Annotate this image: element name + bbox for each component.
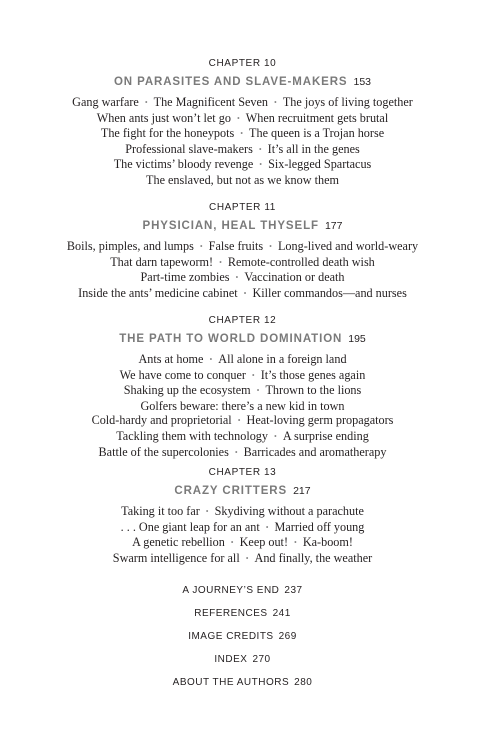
section-title: Golfers beware: there’s a new kid in town (140, 398, 345, 413)
section-title: Keep out! (239, 535, 289, 550)
chapter-page-number: 217 (293, 485, 311, 497)
section-title: We have come to conquer (119, 367, 246, 382)
section-title: The queen is a Trojan horse (249, 126, 385, 141)
section-title: Killer commandos—and nurses (252, 285, 407, 300)
chapter-number: CHAPTER 13 (208, 467, 277, 478)
chapter-number: CHAPTER 12 (208, 315, 277, 326)
bullet-separator: • (219, 257, 222, 267)
back-matter-entry (0, 630, 485, 643)
section-title: A genetic rebellion (132, 535, 225, 550)
section-line (0, 445, 485, 461)
section-line (0, 520, 485, 536)
section-title: The fight for the honeypots (100, 126, 235, 141)
section-line (0, 383, 485, 399)
bullet-separator: • (243, 288, 247, 298)
section-title: Part-time zombies (140, 270, 230, 285)
bullet-separator: • (245, 553, 249, 563)
section-title: Vaccination or death (244, 270, 345, 285)
bullet-separator: • (234, 447, 238, 457)
section-line (0, 286, 485, 302)
section-title: Married off young (274, 519, 365, 534)
section-title: The enslaved, but not as we know them (146, 172, 339, 187)
chapter-page-number: 177 (324, 220, 343, 232)
section-title: When recruitment gets brutal (245, 110, 389, 125)
bullet-separator: • (235, 273, 239, 283)
section-title: It’s all in the genes (267, 141, 360, 156)
bullet-separator: • (236, 113, 240, 123)
section-title: The victims’ bloody revenge (113, 157, 254, 172)
chapter-page-number: 153 (353, 76, 372, 88)
section-title: Swarm intelligence for all (112, 550, 240, 565)
section-title: Six-legged Spartacus (268, 157, 372, 172)
section-title: Boils, pimples, and lumps (66, 239, 194, 253)
chapter-12 (0, 314, 485, 460)
section-title: Inside the ants’ medicine cabinet (78, 285, 238, 300)
bullet-separator: • (237, 416, 241, 426)
chapter-title: PHYSICIAN, HEAL THYSELF (142, 220, 319, 232)
back-matter-label: INDEX (214, 654, 248, 665)
section-title: Long-lived and world-weary (277, 239, 419, 253)
back-matter-entry (0, 584, 485, 597)
bullet-separator: • (259, 160, 263, 170)
chapter-number: CHAPTER 11 (209, 202, 276, 213)
section-title: The joys of living together (282, 95, 413, 109)
bullet-separator: • (274, 98, 277, 107)
section-line (0, 270, 485, 286)
chapter-title: ON PARASITES AND SLAVE-MAKERS (113, 76, 348, 88)
section-title: And finally, the weather (254, 550, 373, 565)
chapter-heading (0, 330, 485, 347)
section-title: It’s those genes again (260, 367, 366, 382)
bullet-separator: • (144, 98, 148, 107)
back-matter-label: A JOURNEY’S END (182, 585, 280, 596)
section-title: Barricades and aromatherapy (243, 444, 387, 459)
section-line (0, 399, 485, 414)
back-matter-label: REFERENCES (194, 608, 268, 619)
chapter-heading (0, 217, 485, 234)
bullet-separator: • (265, 522, 269, 532)
section-title: Remote-controlled death wish (227, 254, 375, 269)
back-matter-page: 269 (278, 631, 297, 642)
chapter-11 (0, 201, 485, 301)
section-line (0, 111, 485, 127)
section-title: Cold-hardy and proprietorial (91, 413, 232, 428)
back-matter-entry (0, 607, 485, 620)
section-title: Professional slave-makers (125, 141, 253, 156)
section-title: Taking it too far (121, 504, 200, 518)
section-list (0, 95, 485, 188)
section-title: False fruits (208, 239, 264, 253)
section-line (0, 535, 485, 551)
bullet-separator: • (199, 242, 203, 251)
bullet-separator: • (294, 538, 297, 548)
chapter-heading (0, 73, 485, 90)
section-line (0, 352, 485, 368)
section-title: Gang warfare (72, 95, 139, 109)
section-line (0, 504, 485, 520)
section-line (0, 239, 485, 255)
back-matter-page: 270 (252, 654, 271, 665)
section-list (0, 504, 485, 566)
bullet-separator: • (274, 431, 277, 441)
chapter-title: CRAZY CRITTERS (174, 485, 288, 497)
chapter-13 (0, 466, 485, 566)
back-matter-label: ABOUT THE AUTHORS (172, 677, 290, 688)
section-title: Shaking up the ecosystem (123, 383, 251, 398)
bullet-separator: • (258, 144, 262, 154)
section-title: That darn tapeworm! (110, 254, 214, 269)
back-matter-label: IMAGE CREDITS (188, 631, 274, 642)
section-title: . . . One giant leap for an ant (120, 519, 260, 534)
back-matter-entry (0, 676, 485, 689)
chapter-page-number: 195 (348, 333, 366, 345)
bullet-separator: • (205, 507, 209, 516)
bullet-separator: • (230, 538, 234, 548)
bullet-separator: • (256, 386, 260, 396)
bullet-separator: • (269, 242, 272, 251)
chapter-heading (0, 482, 485, 499)
section-title: Ka-boom! (302, 535, 353, 550)
section-title: The Magnificent Seven (153, 95, 269, 109)
back-matter-page: 237 (284, 585, 303, 596)
chapter-number: CHAPTER 10 (208, 58, 277, 69)
section-line (0, 142, 485, 158)
section-line (0, 126, 485, 142)
section-title: All alone in a foreign land (218, 352, 347, 366)
section-list (0, 352, 485, 460)
section-line (0, 95, 485, 111)
section-line (0, 429, 485, 445)
section-line (0, 157, 485, 173)
bullet-separator: • (251, 370, 255, 380)
chapter-10 (0, 57, 485, 188)
section-list (0, 239, 485, 301)
back-matter-page: 241 (272, 608, 291, 619)
section-title: Skydiving without a parachute (214, 504, 364, 518)
bullet-separator: • (240, 129, 244, 139)
section-line (0, 368, 485, 384)
section-title: Tackling them with technology (116, 428, 268, 443)
section-title: Battle of the supercolonies (98, 444, 229, 459)
section-title: Ants at home (138, 352, 204, 366)
section-line (0, 173, 485, 188)
chapter-title: THE PATH TO WORLD DOMINATION (119, 333, 343, 345)
section-line (0, 255, 485, 271)
section-title: Heat-loving germ propagators (246, 413, 394, 428)
bullet-separator: • (209, 355, 213, 364)
section-title: A surprise ending (282, 428, 369, 443)
section-line (0, 413, 485, 429)
back-matter-entry (0, 653, 485, 666)
section-title: Thrown to the lions (265, 383, 362, 398)
section-line (0, 551, 485, 567)
back-matter-page: 280 (294, 677, 313, 688)
section-title: When ants just won’t let go (96, 110, 231, 125)
